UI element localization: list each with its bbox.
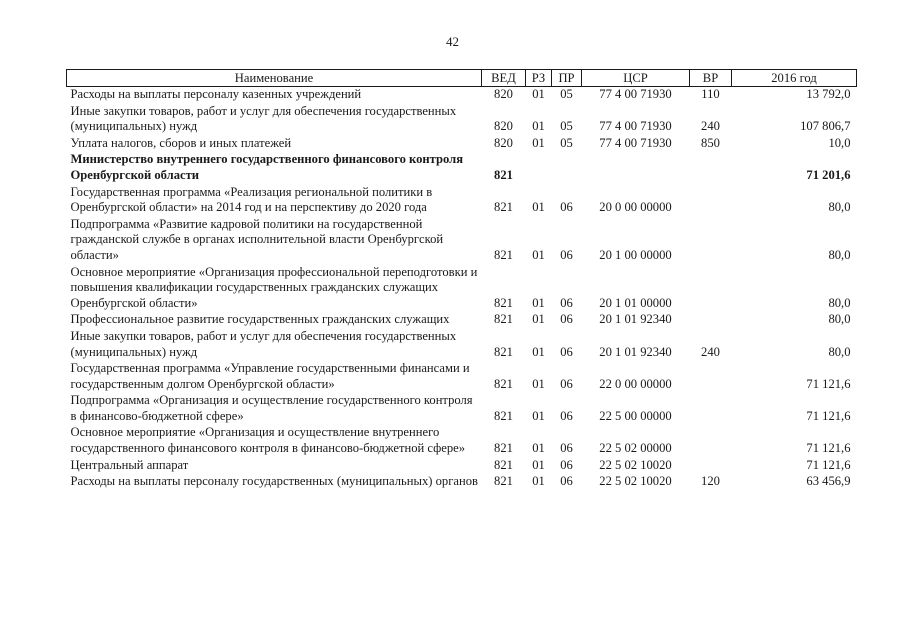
cell-csr: 20 1 01 92340 bbox=[599, 312, 672, 327]
header-rz: РЗ bbox=[526, 70, 552, 87]
cell-sum: 80,0 bbox=[828, 200, 851, 215]
cell-vr: 850 bbox=[701, 135, 720, 150]
table-header bbox=[67, 70, 857, 87]
cell-ved: 821 bbox=[494, 295, 513, 310]
table-row bbox=[67, 474, 857, 491]
table-row bbox=[67, 87, 857, 104]
cell-csr: 22 5 02 10020 bbox=[599, 457, 672, 472]
cell-csr: 22 5 00 00000 bbox=[599, 408, 672, 423]
cell-sum: 80,0 bbox=[828, 295, 851, 310]
cell-csr: 22 5 02 10020 bbox=[599, 474, 672, 489]
cell-ved: 821 bbox=[494, 312, 513, 327]
cell-csr: 20 1 01 92340 bbox=[599, 344, 672, 359]
cell-sum: 71 121,6 bbox=[806, 457, 851, 472]
cell-rz: 01 bbox=[532, 312, 545, 327]
cell-csr: 77 4 00 71930 bbox=[599, 119, 672, 134]
cell-name: Основное мероприятие «Организация профессиональной переподготовки и повышения квалификации государственных гражданских служащих Оренбургской области» bbox=[70, 264, 478, 310]
cell-ved: 821 bbox=[494, 474, 513, 489]
cell-name: Центральный аппарат bbox=[70, 457, 189, 472]
cell-csr bbox=[582, 152, 690, 184]
cell-rz: 01 bbox=[532, 408, 545, 423]
cell-ved: 821 bbox=[494, 167, 513, 182]
cell-pr: 06 bbox=[560, 200, 573, 215]
cell-name: Расходы на выплаты персоналу государственных (муниципальных) органов bbox=[70, 474, 478, 489]
cell-rz: 01 bbox=[532, 344, 545, 359]
cell-rz: 01 bbox=[532, 474, 545, 489]
table-row bbox=[67, 361, 857, 393]
table-row bbox=[67, 312, 857, 329]
header-name: Наименование bbox=[67, 70, 482, 87]
cell-ved: 820 bbox=[494, 119, 513, 134]
cell-name: Профессиональное развитие государственных гражданских служащих bbox=[70, 312, 450, 327]
cell-rz: 01 bbox=[532, 457, 545, 472]
table-row bbox=[67, 185, 857, 217]
cell-vr: 120 bbox=[701, 474, 720, 489]
cell-ved: 821 bbox=[494, 457, 513, 472]
cell-name: Иные закупки товаров, работ и услуг для обеспечения государственных (муниципальных) нужд bbox=[70, 328, 457, 359]
cell-sum: 80,0 bbox=[828, 344, 851, 359]
cell-vr: 240 bbox=[701, 119, 720, 134]
header-ved: ВЕД bbox=[482, 70, 526, 87]
cell-name: Расходы на выплаты персоналу казенных учреждений bbox=[70, 87, 362, 101]
cell-vr bbox=[690, 393, 732, 425]
cell-ved: 821 bbox=[494, 408, 513, 423]
cell-vr bbox=[690, 425, 732, 457]
table-row bbox=[67, 458, 857, 475]
cell-pr: 06 bbox=[560, 474, 573, 489]
cell-vr bbox=[690, 152, 732, 184]
cell-rz: 01 bbox=[532, 87, 545, 101]
cell-pr: 06 bbox=[560, 344, 573, 359]
header-row bbox=[67, 70, 857, 87]
cell-vr bbox=[690, 185, 732, 217]
table-row bbox=[67, 136, 857, 153]
cell-sum: 71 201,6 bbox=[806, 167, 851, 182]
budget-table bbox=[66, 69, 857, 491]
table-body bbox=[67, 87, 857, 491]
cell-name: Государственная программа «Реализация региональной политики в Оренбургской области» на 2014 год и на перспективу до 2020 года bbox=[70, 184, 433, 215]
cell-sum: 80,0 bbox=[828, 312, 851, 327]
cell-sum: 71 121,6 bbox=[806, 376, 851, 391]
cell-pr: 06 bbox=[560, 312, 573, 327]
header-csr: ЦСР bbox=[582, 70, 690, 87]
table-row bbox=[67, 329, 857, 361]
cell-pr: 05 bbox=[560, 119, 573, 134]
cell-vr bbox=[690, 217, 732, 265]
cell-csr: 20 1 01 00000 bbox=[599, 295, 672, 310]
cell-pr: 05 bbox=[560, 87, 573, 101]
header-pr: ПР bbox=[552, 70, 582, 87]
cell-name: Основное мероприятие «Организация и осуществление внутреннего государственного финансового контроля в финансово-бюджетной сфере» bbox=[70, 425, 466, 456]
cell-pr: 06 bbox=[560, 295, 573, 310]
cell-ved: 820 bbox=[494, 135, 513, 150]
cell-name: Иные закупки товаров, работ и услуг для обеспечения государственных (муниципальных) нужд bbox=[70, 103, 457, 134]
cell-rz: 01 bbox=[532, 441, 545, 456]
cell-csr: 22 0 00 00000 bbox=[599, 376, 672, 391]
cell-pr bbox=[552, 152, 582, 184]
cell-csr: 20 0 00 00000 bbox=[599, 200, 672, 215]
cell-vr bbox=[690, 458, 732, 475]
cell-rz: 01 bbox=[532, 295, 545, 310]
cell-rz: 01 bbox=[532, 135, 545, 150]
cell-ved: 821 bbox=[494, 376, 513, 391]
cell-vr: 110 bbox=[701, 87, 720, 101]
cell-name: Подпрограмма «Развитие кадровой политики на государственной гражданской службе в органах исполнительной власти Оренбургской области» bbox=[70, 216, 444, 262]
cell-ved: 821 bbox=[494, 247, 513, 262]
cell-sum: 63 456,9 bbox=[806, 474, 851, 489]
cell-rz: 01 bbox=[532, 247, 545, 262]
header-vr: ВР bbox=[690, 70, 732, 87]
cell-sum: 71 121,6 bbox=[806, 408, 851, 423]
cell-name: Министерство внутреннего государственного финансового контроля Оренбургской области bbox=[70, 152, 464, 182]
cell-ved: 821 bbox=[494, 344, 513, 359]
cell-sum: 107 806,7 bbox=[800, 119, 851, 134]
cell-ved: 821 bbox=[494, 441, 513, 456]
cell-pr: 06 bbox=[560, 376, 573, 391]
cell-vr bbox=[690, 312, 732, 329]
cell-vr bbox=[690, 361, 732, 393]
cell-ved: 821 bbox=[494, 200, 513, 215]
header-year: 2016 год bbox=[732, 70, 857, 87]
cell-ved: 820 bbox=[494, 87, 513, 101]
cell-sum: 71 121,6 bbox=[806, 441, 851, 456]
cell-vr: 240 bbox=[701, 344, 720, 359]
cell-csr: 77 4 00 71930 bbox=[599, 135, 672, 150]
cell-pr: 05 bbox=[560, 135, 573, 150]
cell-name: Подпрограмма «Организация и осуществление государственного контроля в финансово-бюджетной сфере» bbox=[70, 393, 473, 423]
table-row bbox=[67, 104, 857, 136]
cell-csr: 22 5 02 00000 bbox=[599, 441, 672, 456]
cell-sum: 10,0 bbox=[828, 135, 851, 150]
table-row bbox=[67, 425, 857, 457]
cell-pr: 06 bbox=[560, 457, 573, 472]
table-row bbox=[67, 217, 857, 265]
cell-rz: 01 bbox=[532, 376, 545, 391]
table-row bbox=[67, 265, 857, 313]
table-row bbox=[67, 152, 857, 184]
cell-rz: 01 bbox=[532, 119, 545, 134]
cell-pr: 06 bbox=[560, 408, 573, 423]
cell-csr: 20 1 00 00000 bbox=[599, 247, 672, 262]
cell-rz: 01 bbox=[532, 200, 545, 215]
cell-rz bbox=[526, 152, 552, 184]
cell-csr: 77 4 00 71930 bbox=[599, 87, 672, 101]
cell-pr: 06 bbox=[560, 441, 573, 456]
table-row bbox=[67, 393, 857, 425]
cell-pr: 06 bbox=[560, 247, 573, 262]
cell-vr bbox=[690, 265, 732, 313]
cell-sum: 80,0 bbox=[828, 247, 851, 262]
cell-sum: 13 792,0 bbox=[806, 87, 851, 101]
cell-name: Государственная программа «Управление государственными финансами и государственным долгом Оренбургской области» bbox=[70, 361, 470, 391]
cell-name: Уплата налогов, сборов и иных платежей bbox=[70, 135, 292, 150]
page-number: 42 bbox=[446, 34, 459, 49]
